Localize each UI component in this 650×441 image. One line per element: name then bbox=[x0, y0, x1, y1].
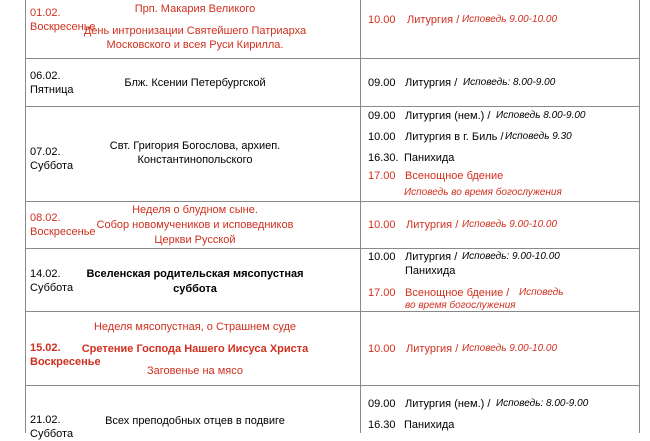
row-feast-line: Собор новомучеников и исповедников bbox=[96, 219, 294, 231]
service-note: Исповедь 9.00-10.00 bbox=[462, 14, 558, 25]
service-name: Литургия в г. Биль / bbox=[405, 131, 504, 143]
row-weekday: Воскресенье bbox=[30, 226, 96, 238]
row-date: 21.02. bbox=[30, 414, 61, 426]
row-feast-line: Всех преподобных отцев в подвиге bbox=[105, 415, 285, 427]
service-name: Панихида bbox=[405, 265, 456, 277]
row-date: 01.02. bbox=[30, 7, 61, 19]
row-date: 06.02. bbox=[30, 70, 61, 82]
row-date: 15.02. bbox=[30, 342, 61, 354]
row-feast-line: Неделя о блудном сыне. bbox=[132, 204, 258, 216]
row-feast-line: Московского и всея Руси Кирилла. bbox=[106, 39, 284, 51]
service-time: 10.00 bbox=[368, 219, 396, 231]
row-weekday: Воскресенье bbox=[30, 356, 101, 368]
service-time: 16.30 bbox=[368, 419, 396, 431]
service-name: Литургия (нем.) / bbox=[405, 110, 491, 122]
service-name: Панихида bbox=[404, 419, 455, 431]
row-divider bbox=[25, 201, 639, 202]
row-weekday: Суббота bbox=[30, 160, 74, 172]
row-feast-line: Блж. Ксении Петербургской bbox=[124, 77, 266, 89]
row-divider bbox=[25, 311, 639, 312]
service-note: Исповедь 9.00-10.00 bbox=[462, 343, 558, 354]
service-time: 17.00 bbox=[368, 287, 396, 299]
service-name: Литургия / bbox=[406, 343, 459, 355]
row-feast-line: Церкви Русской bbox=[154, 234, 236, 246]
row-feast-line: Заговенье на мясо bbox=[147, 365, 243, 377]
service-time: 10.00 bbox=[368, 14, 396, 26]
service-time: 09.00 bbox=[368, 398, 396, 410]
service-note: Исповедь 9.00-10.00 bbox=[462, 219, 558, 230]
service-name: Панихида bbox=[404, 152, 455, 164]
service-time: 09.00 bbox=[368, 110, 396, 122]
service-name: Всенощное бдение / bbox=[405, 287, 510, 299]
service-note: Исповедь: 8.00-9.00 bbox=[463, 77, 556, 88]
row-date: 08.02. bbox=[30, 212, 61, 224]
column-divider bbox=[360, 0, 361, 433]
service-time: 10.00 bbox=[368, 131, 396, 143]
service-name: Литургия / bbox=[407, 14, 460, 26]
row-weekday: Воскресенье bbox=[30, 21, 96, 33]
service-name: Литургия (нем.) / bbox=[405, 398, 491, 410]
service-time: 10.00 bbox=[368, 343, 396, 355]
service-name: Литургия / bbox=[405, 77, 458, 89]
service-name: Всенощное бдение bbox=[405, 170, 504, 182]
service-note: Исповедь: 9.00-10.00 bbox=[462, 251, 560, 262]
row-feast-line: День интронизации Святейшего Патриарха bbox=[83, 25, 307, 37]
row-divider bbox=[25, 385, 639, 386]
row-weekday: Суббота bbox=[30, 282, 74, 294]
row-feast-line: Вселенская родительская мясопустная bbox=[86, 268, 304, 280]
row-divider bbox=[25, 58, 639, 59]
column-divider bbox=[25, 0, 26, 433]
service-name: Литургия / bbox=[406, 219, 459, 231]
service-note: во время богослужения bbox=[405, 300, 516, 311]
service-note: Исповедь во время богослужения bbox=[404, 187, 562, 198]
service-time: 17.00 bbox=[368, 170, 396, 182]
row-feast-line: суббота bbox=[173, 283, 217, 295]
service-time: 16.30. bbox=[368, 152, 399, 164]
service-time: 10.00 bbox=[368, 251, 396, 263]
row-feast-line: Прп. Макария Великого bbox=[134, 3, 256, 15]
row-feast-line: Сретение Господа Нашего Иисуса Христа bbox=[81, 343, 309, 355]
service-name: Литургия / bbox=[405, 251, 458, 263]
service-note: Исповедь: 8.00-9.00 bbox=[496, 398, 589, 409]
row-feast-line: Неделя мясопустная, о Страшнем суде bbox=[93, 321, 296, 333]
service-note: Исповедь 9.30 bbox=[505, 131, 572, 142]
row-divider bbox=[25, 106, 639, 107]
row-feast-line: Константинопольского bbox=[137, 154, 253, 166]
row-divider bbox=[25, 248, 639, 249]
row-date: 07.02. bbox=[30, 146, 61, 158]
row-weekday: Пятница bbox=[30, 84, 74, 96]
service-note: Исповедь bbox=[519, 287, 564, 298]
column-divider bbox=[639, 0, 640, 433]
row-date: 14.02. bbox=[30, 268, 61, 280]
service-note: Исповедь 8.00-9.00 bbox=[496, 110, 586, 121]
row-feast-line: Свт. Григория Богослова, архиеп. bbox=[109, 140, 281, 152]
service-time: 09.00 bbox=[368, 77, 396, 89]
row-weekday: Суббота bbox=[30, 428, 74, 440]
